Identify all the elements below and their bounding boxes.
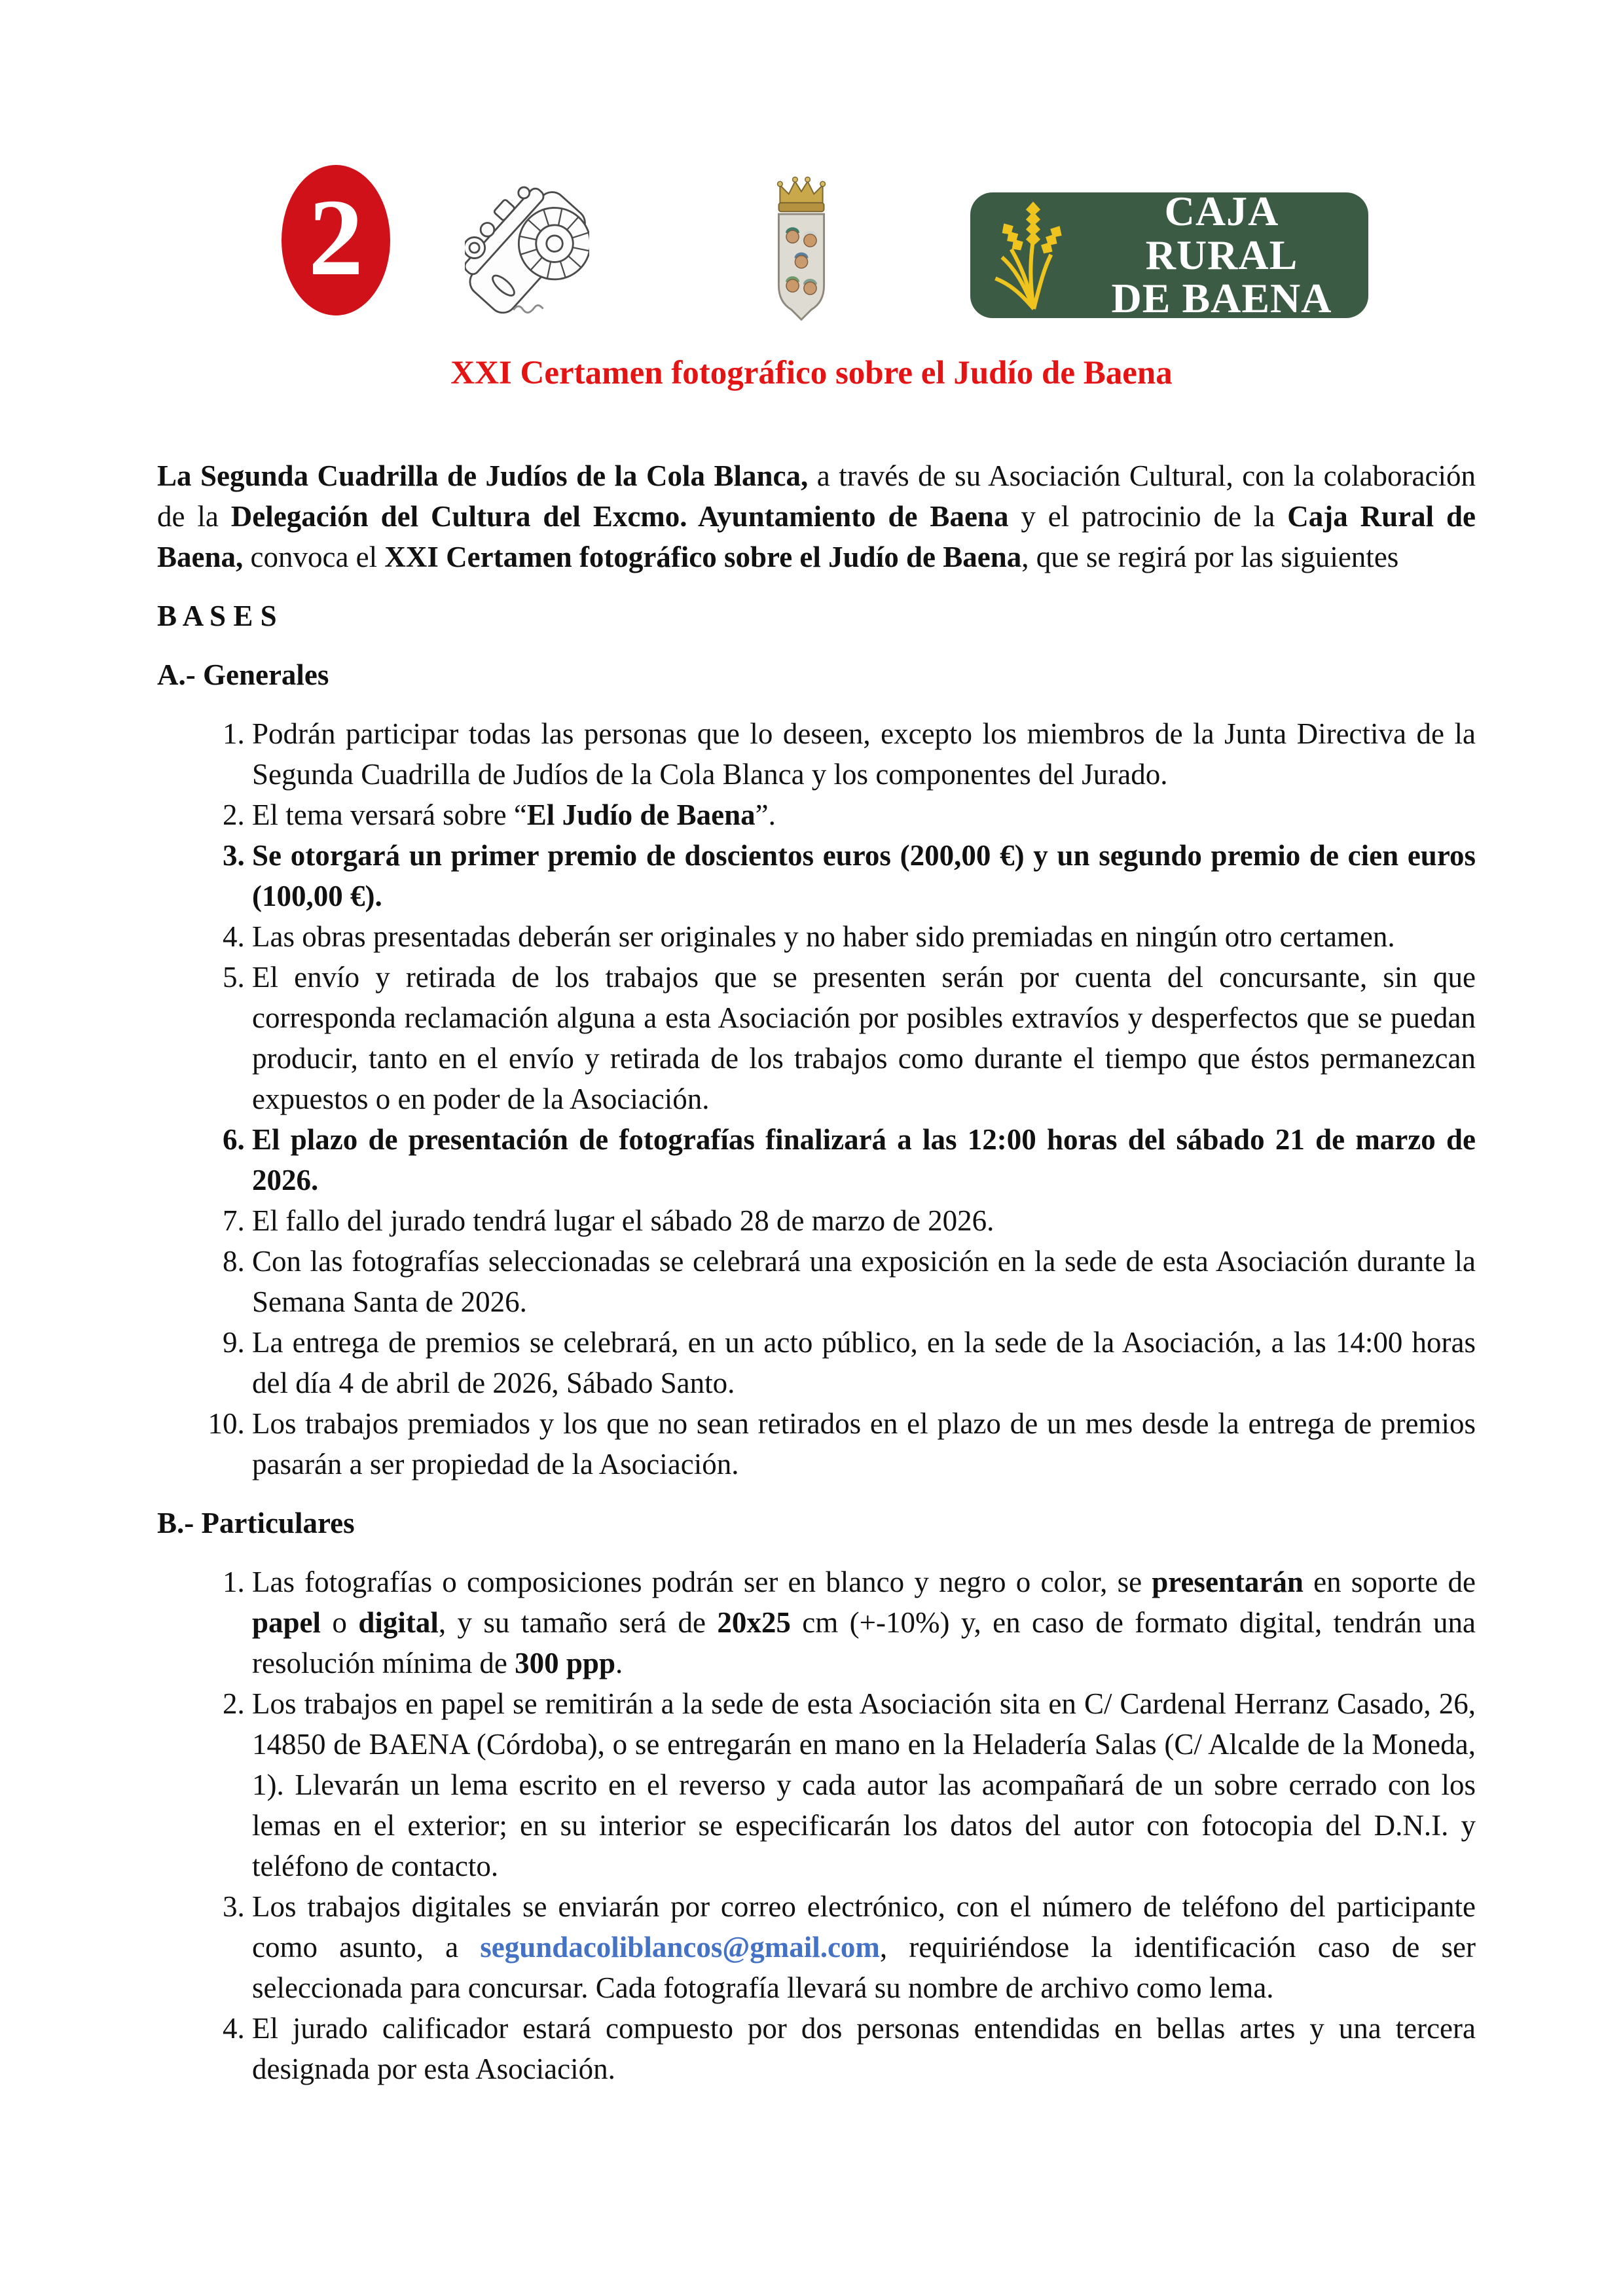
text-run: Se otorgará un primer premio de doscientos euros (200,00 €) y un segundo premio de cien euros (100,00 €).: [252, 839, 1476, 912]
text-run: Los trabajos digitales se enviarán por correo electrónico, con el número de teléfono del participante como asunto, a: [252, 1890, 1476, 1964]
text-run: El Judío de Baena: [526, 798, 756, 831]
text-run: convoca el: [243, 541, 385, 573]
text-run: Con las fotografías seleccionadas se celebrará una exposición en la sede de esta Asociación durante la Semana Santa de 2026.: [252, 1245, 1476, 1318]
section-a-heading: A.- Generales: [157, 658, 329, 691]
text-run: Caja Rural de Baena,: [157, 500, 1476, 573]
text-run: en soporte de: [1303, 1566, 1476, 1598]
header-logo-row: [0, 0, 1623, 327]
text-run: Los trabajos en papel se remitirán a la sede de esta Asociación sita en C/ Cardenal Herranz Casado, 26, 14850 de BAENA (Córdoba), o se entregarán en mano en la Heladería Salas (C/ Alcalde de la Moneda, 1). Llevarán un lema escrito en el reverso y cada autor las acompañará de un sobre cerrado con los lemas en el exterior; en su interior se especificarán los datos del autor con fotocopia del D.N.I. y teléfono de contacto.: [252, 1687, 1476, 1882]
text-run: o: [321, 1606, 359, 1639]
text-run: El tema versará sobre “: [252, 798, 527, 831]
text-run: La entrega de premios se celebrará, en un acto público, en la sede de la Asociación, a las 14:00 horas del día 4 de abril de 2026, Sábado Santo.: [252, 1326, 1476, 1399]
clause-item: [252, 1683, 1476, 1886]
wheat-icon: [977, 199, 1087, 312]
camera-sketch-icon: [465, 167, 589, 327]
clause-item: [252, 957, 1476, 1119]
text-run: a través de su Asociación Cultural, con la colaboración de la: [157, 459, 1476, 533]
caja-rural-line2: DE BAENA: [1111, 275, 1332, 322]
text-run: y el patrocinio de la: [1008, 500, 1288, 533]
text-run: XXI Certamen fotográfico sobre el Judío de Baena: [384, 541, 1022, 573]
text-run: La Segunda Cuadrilla de Judíos de la Cola Blanca,: [157, 459, 809, 492]
text-run: presentarán: [1152, 1566, 1304, 1598]
text-run: , requiriéndose la identificación caso de ser seleccionada para concursar. Cada fotografía llevará su nombre de archivo como lema.: [252, 1931, 1476, 2004]
page-number-badge: [282, 165, 390, 315]
clause-item: [252, 1562, 1476, 1683]
clause-item: [252, 1322, 1476, 1403]
text-run: digital: [358, 1606, 439, 1639]
text-run: 20x25: [717, 1606, 791, 1639]
text-run: cm (+-10%) y, en caso de formato digital, tendrán una resolución mínima de: [252, 1606, 1476, 1679]
text-run: 300 ppp: [515, 1647, 615, 1679]
clause-item: [252, 1886, 1476, 2008]
text-run: El plazo de presentación de fotografías finalizará a las 12:00 horas del sábado 21 de marzo de 2026.: [252, 1123, 1476, 1196]
text-run: Las fotografías o composiciones podrán ser en blanco y negro o color, se: [252, 1566, 1152, 1598]
text-run: El jurado calificador estará compuesto por dos personas entendidas en bellas artes y una tercera designada por esta Asociación.: [252, 2012, 1476, 2085]
clause-item: [252, 835, 1476, 916]
section-b-heading: B.- Particulares: [157, 1507, 355, 1539]
text-run: El envío y retirada de los trabajos que se presenten serán por cuenta del concursante, sin que corresponda reclamación alguna a esta Asociación por posibles extravíos y desperfectos que se puedan producir, tanto en el envío y retirada de los trabajos como durante el tiempo que éstos permanezcan expuestos o en poder de la Asociación.: [252, 961, 1476, 1115]
caja-rural-logo: [970, 188, 1368, 322]
clause-item: [252, 916, 1476, 957]
clause-item: [252, 2008, 1476, 2089]
document-body: [157, 456, 1476, 2089]
text-run: ”.: [755, 798, 776, 831]
text-run: Podrán participar todas las personas que lo deseen, excepto los miembros de la Junta Directiva de la Segunda Cuadrilla de Judíos de la Cola Blanca y los componentes del Jurado.: [252, 717, 1476, 791]
text-run: , que se regirá por las siguientes: [1021, 541, 1399, 573]
text-run: Delegación del Cultura del Excmo. Ayuntamiento de Baena: [230, 500, 1009, 533]
camera-signature: [513, 305, 543, 312]
text-run: Los trabajos premiados y los que no sean retirados en el plazo de un mes desde la entrega de premios pasarán a ser propiedad de la Asociación.: [252, 1407, 1476, 1480]
bases-heading: B A S E S: [157, 600, 277, 632]
clause-item: [252, 1200, 1476, 1241]
baena-coat-of-arms: [767, 169, 835, 326]
document-title: XXI Certamen fotográfico sobre el Judío de Baena: [450, 355, 1173, 391]
text-run: .: [615, 1647, 623, 1679]
email-link[interactable]: segundacoliblancos@gmail.com: [480, 1931, 880, 1964]
text-run: papel: [252, 1606, 321, 1639]
clause-item: [252, 1403, 1476, 1484]
text-run: , y su tamaño será de: [438, 1606, 718, 1639]
section-b-list: [157, 1562, 1476, 2089]
caja-rural-line1: CAJA RURAL: [1145, 188, 1298, 278]
section-a-list: [157, 713, 1476, 1484]
clause-item: [252, 713, 1476, 795]
text-run: El fallo del jurado tendrá lugar el sábado 28 de marzo de 2026.: [252, 1204, 994, 1237]
clause-item: [252, 1241, 1476, 1322]
page-number: 2: [308, 177, 363, 298]
clause-item: [252, 795, 1476, 835]
clause-item: [252, 1119, 1476, 1200]
text-run: Las obras presentadas deberán ser originales y no haber sido premiadas en ningún otro certamen.: [252, 920, 1395, 953]
intro-paragraph: [157, 456, 1476, 577]
crown-icon: [778, 177, 826, 211]
caja-rural-wordmark: [1087, 190, 1357, 321]
